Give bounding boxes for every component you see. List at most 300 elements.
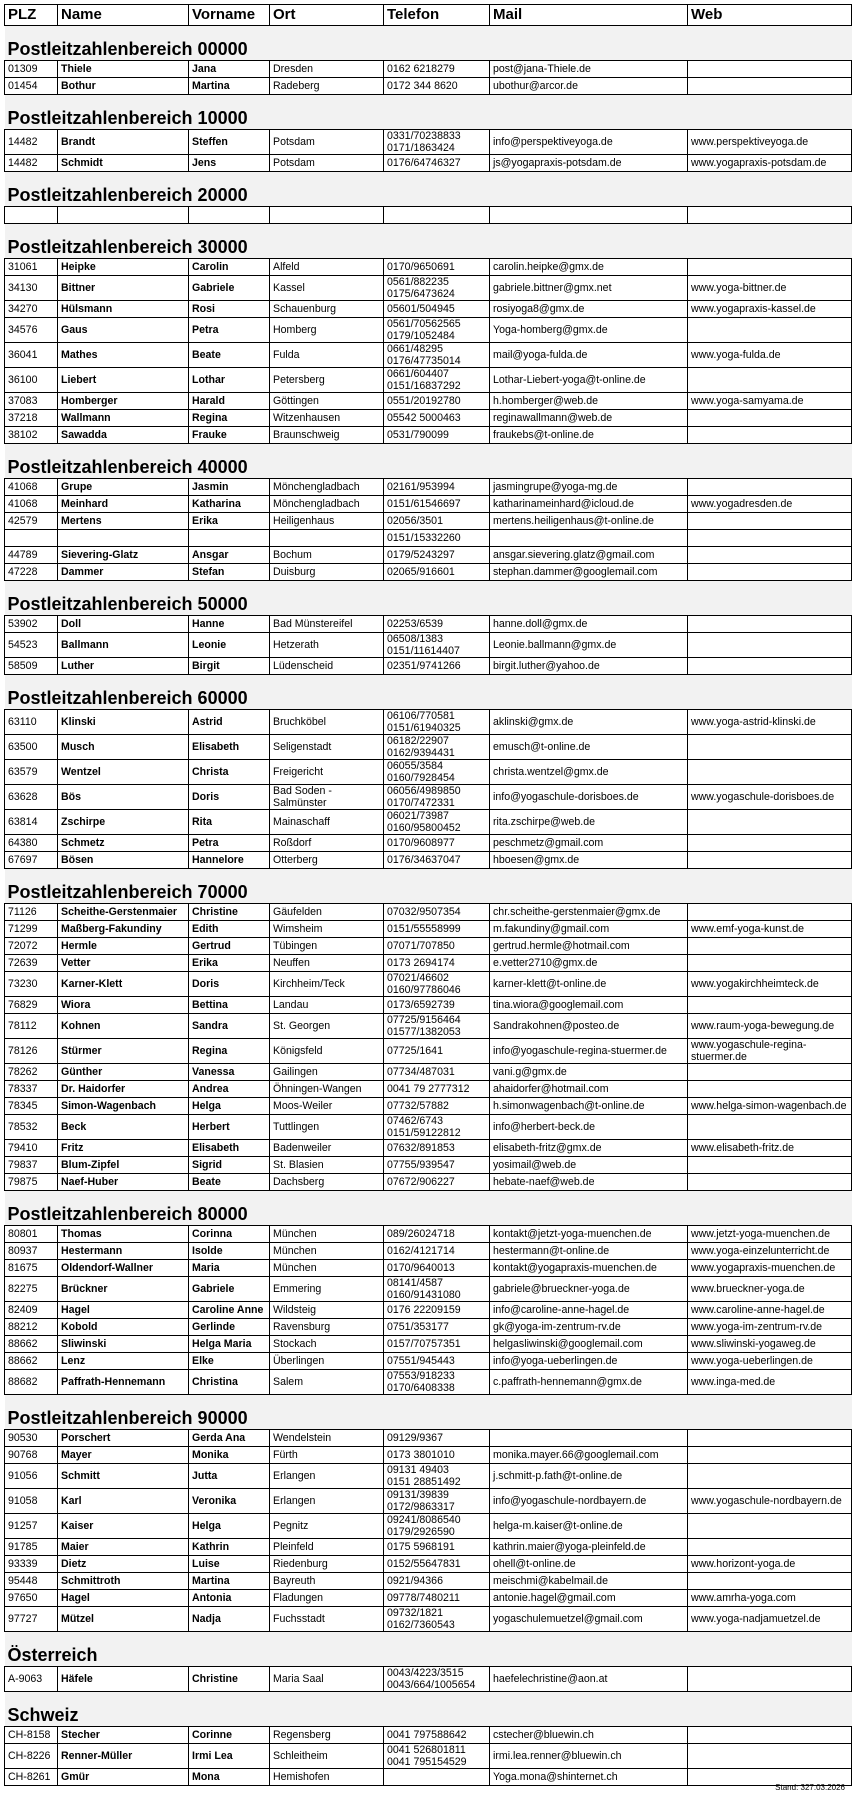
cell-web <box>688 564 852 581</box>
cell-web: www.yoga-einzelunterricht.de <box>688 1243 852 1260</box>
cell-vorname: Maria <box>189 1260 270 1277</box>
cell-plz: 73230 <box>5 972 58 997</box>
cell-mail: mertens.heiligenhaus@t-online.de <box>490 513 688 530</box>
cell-vorname: Harald <box>189 393 270 410</box>
cell-plz: 01309 <box>5 61 58 78</box>
table-row <box>5 547 852 564</box>
cell-ort: Wildsteig <box>270 1302 384 1319</box>
cell-web <box>688 633 852 658</box>
table-row <box>5 1243 852 1260</box>
table-row <box>5 513 852 530</box>
cell-vorname: Lothar <box>189 368 270 393</box>
table-row <box>5 1514 852 1539</box>
cell-ort: Ravensburg <box>270 1319 384 1336</box>
contact-table <box>4 4 852 1786</box>
cell-plz: 67697 <box>5 852 58 869</box>
cell-plz: 44789 <box>5 547 58 564</box>
cell-web <box>688 513 852 530</box>
cell-vorname: Martina <box>189 1573 270 1590</box>
cell-mail: ahaidorfer@hotmail.com <box>490 1081 688 1098</box>
cell-telefon: 0921/94366 <box>384 1573 490 1590</box>
cell-web <box>688 318 852 343</box>
cell-vorname <box>189 207 270 224</box>
cell-mail: h.homberger@web.de <box>490 393 688 410</box>
cell-name: Dr. Haidorfer <box>58 1081 189 1098</box>
cell-vorname: Astrid <box>189 710 270 735</box>
cell-plz: 91257 <box>5 1514 58 1539</box>
cell-name: Liebert <box>58 368 189 393</box>
cell-web <box>688 479 852 496</box>
cell-vorname: Caroline Anne <box>189 1302 270 1319</box>
cell-ort: Fladungen <box>270 1590 384 1607</box>
cell-telefon: 09241/8086540 0179/2926590 <box>384 1514 490 1539</box>
cell-telefon: 05542 5000463 <box>384 410 490 427</box>
cell-mail: gk@yoga-im-zentrum-rv.de <box>490 1319 688 1336</box>
cell-plz: 53902 <box>5 616 58 633</box>
cell-plz: 82275 <box>5 1277 58 1302</box>
cell-vorname: Andrea <box>189 1081 270 1098</box>
cell-mail: info@yogaschule-regina-stuermer.de <box>490 1039 688 1064</box>
cell-vorname: Beate <box>189 1174 270 1191</box>
cell-vorname: Isolde <box>189 1243 270 1260</box>
cell-telefon: 06106/770581 0151/61940325 <box>384 710 490 735</box>
table-row <box>5 852 852 869</box>
cell-plz: 78126 <box>5 1039 58 1064</box>
cell-vorname: Gerda Ana <box>189 1430 270 1447</box>
cell-mail: birgit.luther@yahoo.de <box>490 658 688 675</box>
cell-name <box>58 207 189 224</box>
cell-telefon: 0041 79 2777312 <box>384 1081 490 1098</box>
table-row <box>5 393 852 410</box>
cell-ort: Salem <box>270 1370 384 1395</box>
cell-web: www.sliwinski-yogaweg.de <box>688 1336 852 1353</box>
cell-web: www.yogadresden.de <box>688 496 852 513</box>
cell-vorname: Regina <box>189 1039 270 1064</box>
cell-mail: haefelechristine@aon.at <box>490 1667 688 1692</box>
cell-ort: Fürth <box>270 1447 384 1464</box>
cell-plz: 34576 <box>5 318 58 343</box>
cell-mail: katharinameinhard@icloud.de <box>490 496 688 513</box>
cell-web <box>688 547 852 564</box>
cell-web: www.yogaschule-regina-stuermer.de <box>688 1039 852 1064</box>
cell-plz: 97650 <box>5 1590 58 1607</box>
cell-name: Luther <box>58 658 189 675</box>
cell-mail: gabriele@brueckner-yoga.de <box>490 1277 688 1302</box>
cell-telefon: 0041 526801811 0041 795154529 <box>384 1744 490 1769</box>
cell-ort: Erlangen <box>270 1464 384 1489</box>
table-row <box>5 972 852 997</box>
cell-plz: 42579 <box>5 513 58 530</box>
cell-telefon <box>384 207 490 224</box>
cell-name: Sawadda <box>58 427 189 444</box>
cell-vorname: Corinna <box>189 1226 270 1243</box>
cell-mail: vani.g@gmx.de <box>490 1064 688 1081</box>
table-row <box>5 496 852 513</box>
table-row <box>5 1370 852 1395</box>
cell-name: Gaus <box>58 318 189 343</box>
cell-mail: ansgar.sievering.glatz@gmail.com <box>490 547 688 564</box>
cell-plz: 78337 <box>5 1081 58 1098</box>
cell-telefon: 0561/882235 0175/6473624 <box>384 276 490 301</box>
cell-plz: 88662 <box>5 1353 58 1370</box>
cell-web <box>688 61 852 78</box>
cell-mail: peschmetz@gmail.com <box>490 835 688 852</box>
cell-vorname: Carolin <box>189 259 270 276</box>
cell-web <box>688 760 852 785</box>
table-row <box>5 530 852 547</box>
cell-name: Kaiser <box>58 1514 189 1539</box>
table-row <box>5 921 852 938</box>
table-row <box>5 1353 852 1370</box>
cell-name: Lenz <box>58 1353 189 1370</box>
section-title: Postleitzahlenbereich 70000 <box>5 869 852 904</box>
table-row <box>5 1064 852 1081</box>
cell-vorname: Stefan <box>189 564 270 581</box>
cell-vorname: Ansgar <box>189 547 270 564</box>
cell-telefon: 0173 2694174 <box>384 955 490 972</box>
table-row <box>5 1447 852 1464</box>
cell-plz: 80801 <box>5 1226 58 1243</box>
cell-telefon: 06182/22907 0162/9394431 <box>384 735 490 760</box>
cell-vorname: Jutta <box>189 1464 270 1489</box>
table-row <box>5 938 852 955</box>
cell-web <box>688 1573 852 1590</box>
cell-ort: Potsdam <box>270 155 384 172</box>
cell-web: www.yoga-samyama.de <box>688 393 852 410</box>
cell-mail: info@herbert-beck.de <box>490 1115 688 1140</box>
cell-name: Zschirpe <box>58 810 189 835</box>
table-row <box>5 207 852 224</box>
cell-vorname: Steffen <box>189 130 270 155</box>
cell-vorname: Birgit <box>189 658 270 675</box>
cell-name: Meinhard <box>58 496 189 513</box>
table-row <box>5 1489 852 1514</box>
cell-telefon: 06021/73987 0160/95800452 <box>384 810 490 835</box>
section-header <box>5 581 852 616</box>
cell-telefon: 02351/9741266 <box>384 658 490 675</box>
cell-name: Doll <box>58 616 189 633</box>
cell-mail: chr.scheithe-gerstenmaier@gmx.de <box>490 904 688 921</box>
cell-plz: 97727 <box>5 1607 58 1632</box>
cell-ort: Königsfeld <box>270 1039 384 1064</box>
table-row <box>5 1277 852 1302</box>
cell-telefon: 07462/6743 0151/59122812 <box>384 1115 490 1140</box>
table-body <box>5 26 852 1786</box>
cell-ort: Lüdenscheid <box>270 658 384 675</box>
cell-name: Beck <box>58 1115 189 1140</box>
section-header <box>5 1692 852 1727</box>
cell-telefon: 07725/9156464 01577/1382053 <box>384 1014 490 1039</box>
cell-name: Oldendorf-Wallner <box>58 1260 189 1277</box>
cell-web <box>688 1464 852 1489</box>
cell-web: www.elisabeth-fritz.de <box>688 1140 852 1157</box>
cell-plz: 82409 <box>5 1302 58 1319</box>
cell-web <box>688 1447 852 1464</box>
cell-telefon: 07071/707850 <box>384 938 490 955</box>
cell-vorname: Herbert <box>189 1115 270 1140</box>
table-row <box>5 904 852 921</box>
cell-plz: 14482 <box>5 155 58 172</box>
cell-name: Blum-Zipfel <box>58 1157 189 1174</box>
cell-name: Thomas <box>58 1226 189 1243</box>
cell-name: Mützel <box>58 1607 189 1632</box>
table-row <box>5 318 852 343</box>
section-header <box>5 1191 852 1226</box>
cell-vorname: Sigrid <box>189 1157 270 1174</box>
cell-name <box>58 530 189 547</box>
cell-vorname: Irmi Lea <box>189 1744 270 1769</box>
table-row <box>5 78 852 95</box>
cell-vorname: Erika <box>189 955 270 972</box>
cell-ort: Radeberg <box>270 78 384 95</box>
cell-ort: München <box>270 1226 384 1243</box>
cell-vorname: Antonia <box>189 1590 270 1607</box>
cell-vorname <box>189 530 270 547</box>
cell-name: Scheithe-Gerstenmaier <box>58 904 189 921</box>
cell-web <box>688 955 852 972</box>
cell-mail: hanne.doll@gmx.de <box>490 616 688 633</box>
cell-ort: Fulda <box>270 343 384 368</box>
cell-vorname: Elke <box>189 1353 270 1370</box>
cell-vorname: Gerlinde <box>189 1319 270 1336</box>
cell-web: www.yogapraxis-potsdam.de <box>688 155 852 172</box>
cell-plz: 79410 <box>5 1140 58 1157</box>
header-vorname: Vorname <box>189 5 270 26</box>
cell-plz: 76829 <box>5 997 58 1014</box>
cell-ort: Regensberg <box>270 1727 384 1744</box>
cell-vorname: Vanessa <box>189 1064 270 1081</box>
cell-name: Kohnen <box>58 1014 189 1039</box>
cell-name: Hülsmann <box>58 301 189 318</box>
cell-plz: 71299 <box>5 921 58 938</box>
header-telefon: Telefon <box>384 5 490 26</box>
cell-ort: Petersberg <box>270 368 384 393</box>
cell-telefon: 0551/20192780 <box>384 393 490 410</box>
cell-mail: yosimail@web.de <box>490 1157 688 1174</box>
cell-telefon <box>384 1769 490 1786</box>
cell-plz <box>5 207 58 224</box>
cell-telefon: 06056/4989850 0170/7472331 <box>384 785 490 810</box>
cell-ort: Landau <box>270 997 384 1014</box>
section-header <box>5 26 852 61</box>
section-title: Schweiz <box>5 1692 852 1727</box>
cell-vorname: Mona <box>189 1769 270 1786</box>
cell-mail: monika.mayer.66@googlemail.com <box>490 1447 688 1464</box>
cell-ort: Dresden <box>270 61 384 78</box>
table-row <box>5 1098 852 1115</box>
cell-telefon: 09778/7480211 <box>384 1590 490 1607</box>
cell-plz: 78345 <box>5 1098 58 1115</box>
cell-plz: 90768 <box>5 1447 58 1464</box>
table-row <box>5 710 852 735</box>
cell-name: Gmür <box>58 1769 189 1786</box>
cell-web <box>688 904 852 921</box>
cell-mail: c.paffrath-hennemann@gmx.de <box>490 1370 688 1395</box>
cell-mail: irmi.lea.renner@bluewin.ch <box>490 1744 688 1769</box>
cell-vorname: Rita <box>189 810 270 835</box>
cell-mail: carolin.heipke@gmx.de <box>490 259 688 276</box>
table-row <box>5 1744 852 1769</box>
cell-telefon: 0162 6218279 <box>384 61 490 78</box>
cell-ort: St. Georgen <box>270 1014 384 1039</box>
table-row <box>5 1081 852 1098</box>
cell-ort: Tuttlingen <box>270 1115 384 1140</box>
cell-ort: Bochum <box>270 547 384 564</box>
cell-name: Sliwinski <box>58 1336 189 1353</box>
cell-vorname: Christine <box>189 904 270 921</box>
cell-ort: Kassel <box>270 276 384 301</box>
cell-telefon: 0162/4121714 <box>384 1243 490 1260</box>
cell-vorname: Luise <box>189 1556 270 1573</box>
cell-plz: 88682 <box>5 1370 58 1395</box>
section-header <box>5 224 852 259</box>
cell-plz: 41068 <box>5 496 58 513</box>
cell-telefon: 08141/4587 0160/91431080 <box>384 1277 490 1302</box>
table-row <box>5 810 852 835</box>
section-title: Postleitzahlenbereich 20000 <box>5 172 852 207</box>
cell-telefon: 0151/15332260 <box>384 530 490 547</box>
cell-plz: 63579 <box>5 760 58 785</box>
cell-name: Bösen <box>58 852 189 869</box>
cell-web <box>688 1514 852 1539</box>
cell-name: Bittner <box>58 276 189 301</box>
cell-name: Musch <box>58 735 189 760</box>
cell-plz: 58509 <box>5 658 58 675</box>
cell-web <box>688 616 852 633</box>
cell-ort: Witzenhausen <box>270 410 384 427</box>
cell-web: www.yoga-im-zentrum-rv.de <box>688 1319 852 1336</box>
cell-plz: 34130 <box>5 276 58 301</box>
cell-web <box>688 1174 852 1191</box>
cell-ort <box>270 530 384 547</box>
table-row <box>5 633 852 658</box>
cell-mail: Leonie.ballmann@gmx.de <box>490 633 688 658</box>
cell-web <box>688 259 852 276</box>
cell-ort: Moos-Weiler <box>270 1098 384 1115</box>
cell-plz: 79837 <box>5 1157 58 1174</box>
cell-vorname: Corinne <box>189 1727 270 1744</box>
table-row <box>5 1014 852 1039</box>
cell-ort: Freigericht <box>270 760 384 785</box>
cell-telefon: 07725/1641 <box>384 1039 490 1064</box>
cell-ort: Stockach <box>270 1336 384 1353</box>
cell-plz: CH-8226 <box>5 1744 58 1769</box>
cell-web: www.raum-yoga-bewegung.de <box>688 1014 852 1039</box>
cell-plz: 38102 <box>5 427 58 444</box>
table-row <box>5 735 852 760</box>
cell-mail: info@yogaschule-dorisboes.de <box>490 785 688 810</box>
cell-web: www.perspektiveyoga.de <box>688 130 852 155</box>
cell-name: Mayer <box>58 1447 189 1464</box>
cell-mail: cstecher@bluewin.ch <box>490 1727 688 1744</box>
stand-date: Stand: 327.03.2026 <box>775 1783 845 1792</box>
cell-mail: jasmingrupe@yoga-mg.de <box>490 479 688 496</box>
cell-web: www.yogaschule-dorisboes.de <box>688 785 852 810</box>
cell-web <box>688 835 852 852</box>
cell-vorname: Frauke <box>189 427 270 444</box>
cell-ort: St. Blasien <box>270 1157 384 1174</box>
table-row <box>5 1590 852 1607</box>
cell-plz: 37083 <box>5 393 58 410</box>
section-title: Postleitzahlenbereich 40000 <box>5 444 852 479</box>
section-header <box>5 172 852 207</box>
cell-plz: 41068 <box>5 479 58 496</box>
cell-web: www.brueckner-yoga.de <box>688 1277 852 1302</box>
table-row <box>5 130 852 155</box>
table-row <box>5 997 852 1014</box>
table-row <box>5 658 852 675</box>
section-title: Postleitzahlenbereich 90000 <box>5 1395 852 1430</box>
cell-name: Klinski <box>58 710 189 735</box>
table-row <box>5 427 852 444</box>
cell-mail: post@jana-Thiele.de <box>490 61 688 78</box>
table-row <box>5 301 852 318</box>
cell-telefon: 0179/5243297 <box>384 547 490 564</box>
cell-telefon: 0661/604407 0151/16837292 <box>384 368 490 393</box>
cell-name: Wiora <box>58 997 189 1014</box>
cell-telefon: 0041 797588642 <box>384 1727 490 1744</box>
cell-plz: 64380 <box>5 835 58 852</box>
cell-web <box>688 997 852 1014</box>
table-row <box>5 1302 852 1319</box>
cell-telefon: 0561/70562565 0179/1052484 <box>384 318 490 343</box>
cell-mail: j.schmitt-p.fath@t-online.de <box>490 1464 688 1489</box>
cell-plz: 31061 <box>5 259 58 276</box>
table-row <box>5 1140 852 1157</box>
cell-plz: 71126 <box>5 904 58 921</box>
table-row <box>5 1607 852 1632</box>
cell-vorname: Doris <box>189 785 270 810</box>
cell-plz: 90530 <box>5 1430 58 1447</box>
cell-telefon: 089/26024718 <box>384 1226 490 1243</box>
table-row <box>5 276 852 301</box>
cell-web: www.yogaschule-nordbayern.de <box>688 1489 852 1514</box>
cell-name: Brandt <box>58 130 189 155</box>
cell-telefon: 07732/57882 <box>384 1098 490 1115</box>
cell-telefon: 07755/939547 <box>384 1157 490 1174</box>
cell-ort: Mainaschaff <box>270 810 384 835</box>
cell-telefon: 0751/353177 <box>384 1319 490 1336</box>
cell-mail: karner-klett@t-online.de <box>490 972 688 997</box>
cell-mail: christa.wentzel@gmx.de <box>490 760 688 785</box>
cell-mail: aklinski@gmx.de <box>490 710 688 735</box>
cell-ort: Kirchheim/Teck <box>270 972 384 997</box>
table-row <box>5 1157 852 1174</box>
cell-vorname: Katharina <box>189 496 270 513</box>
cell-web <box>688 1157 852 1174</box>
cell-vorname: Bettina <box>189 997 270 1014</box>
cell-web: www.yoga-bittner.de <box>688 276 852 301</box>
cell-mail: kontakt@jetzt-yoga-muenchen.de <box>490 1226 688 1243</box>
cell-name: Bös <box>58 785 189 810</box>
cell-web <box>688 427 852 444</box>
cell-ort: Braunschweig <box>270 427 384 444</box>
cell-telefon: 0175 5968191 <box>384 1539 490 1556</box>
cell-ort: Mönchengladbach <box>270 479 384 496</box>
table-row <box>5 410 852 427</box>
cell-mail: m.fakundiny@gmail.com <box>490 921 688 938</box>
cell-name: Maier <box>58 1539 189 1556</box>
cell-name: Ballmann <box>58 633 189 658</box>
cell-ort <box>270 207 384 224</box>
table-row <box>5 368 852 393</box>
cell-telefon: 0157/70757351 <box>384 1336 490 1353</box>
table-row <box>5 1769 852 1786</box>
cell-plz: 81675 <box>5 1260 58 1277</box>
table-row <box>5 1115 852 1140</box>
cell-telefon: 0151/55558999 <box>384 921 490 938</box>
cell-telefon: 06055/3584 0160/7928454 <box>384 760 490 785</box>
